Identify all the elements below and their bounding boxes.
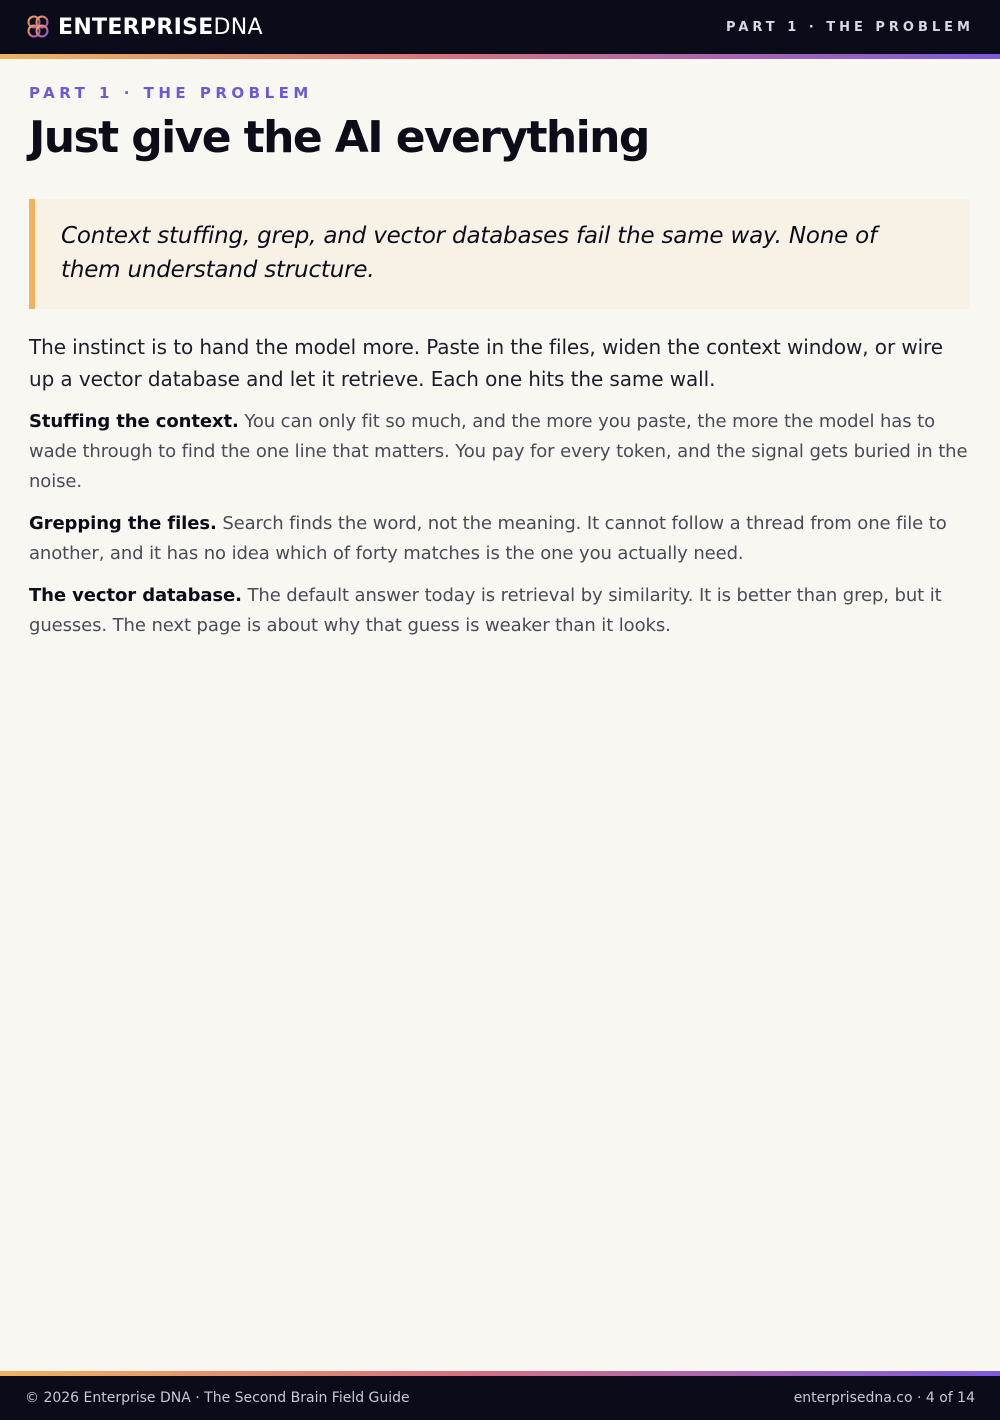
paragraph-lead-in: Stuffing the context. <box>29 410 239 432</box>
page-header <box>0 0 1000 54</box>
paragraph-vector-database <box>29 581 970 641</box>
callout-text: Context stuffing, grep, and vector databases fail the same way. None of them understand structure. <box>61 222 877 283</box>
lead-paragraph: The instinct is to hand the model more. Paste in the files, widen the context window, or wire up a vector database and let it retrieve. Each one hits the same wall. <box>29 334 943 391</box>
page-footer <box>0 1376 1000 1420</box>
header-section-label: PART 1 · THE PROBLEM <box>725 19 974 35</box>
footer-copyright: © 2026 Enterprise DNA · The Second Brain Field Guide <box>25 1390 410 1406</box>
page-title: Just give the AI everything <box>29 112 649 163</box>
brand[interactable] <box>24 13 263 41</box>
header-gradient-bar <box>0 54 1000 59</box>
paragraph-body: Search finds the word, not the meaning. It cannot follow a thread from one file to another, and it has no idea which of forty matches is the one you actually need. <box>29 512 947 564</box>
paragraph-lead-in: Grepping the files. <box>29 512 217 534</box>
paragraph-lead-in: The vector database. <box>29 584 242 606</box>
eyebrow: PART 1 · THE PROBLEM <box>29 84 313 102</box>
callout-quote <box>29 199 970 309</box>
brand-name-bold: ENTERPRISE <box>58 14 214 40</box>
paragraph-stuffing <box>29 407 970 497</box>
dna-knot-icon <box>24 13 52 41</box>
paragraph-grepping <box>29 509 970 569</box>
paragraph-body: The default answer today is retrieval by similarity. It is better than grep, but it guesses. The next page is about why that guess is weaker than it looks. <box>29 584 942 636</box>
paragraph-body: You can only fit so much, and the more you paste, the more the model has to wade through to find the one line that matters. You pay for every token, and the signal gets buried in the noise. <box>29 410 968 492</box>
brand-name-light: DNA <box>213 14 263 40</box>
footer-page-info[interactable]: enterprisedna.co · 4 of 14 <box>793 1390 975 1406</box>
page-content <box>29 84 970 641</box>
brand-name <box>58 15 263 40</box>
